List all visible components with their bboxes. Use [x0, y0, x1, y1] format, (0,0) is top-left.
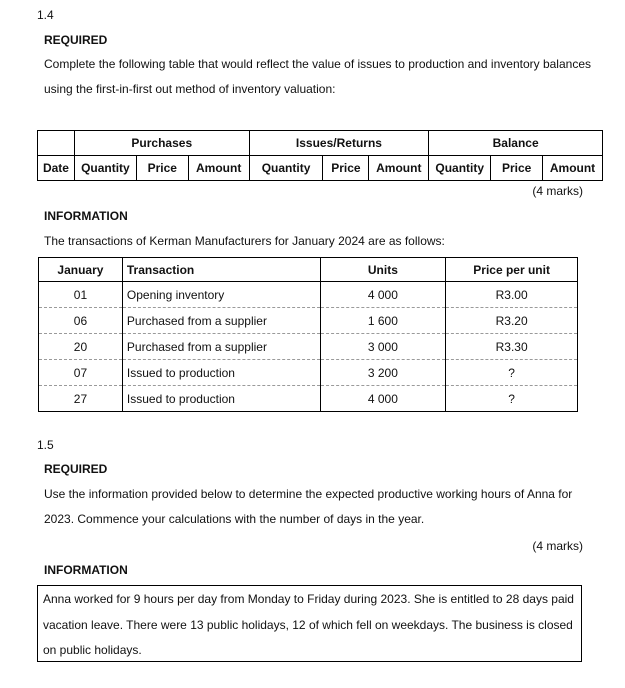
info-line: vacation leave. There were 13 public holidays, 12 of which fell on weekdays. The business is closed [43, 617, 573, 632]
transactions-header-row [39, 258, 578, 282]
fifo-col-header: Quantity [249, 156, 323, 181]
fifo-col-header: Price [323, 156, 369, 181]
table-row [39, 308, 578, 334]
cell-day: 27 [39, 386, 123, 412]
marks-label: (4 marks) [532, 539, 583, 553]
cell-price: ? [446, 386, 578, 412]
info-line: Anna worked for 9 hours per day from Monday to Friday during 2023. She is entitled to 28 days paid [43, 592, 574, 606]
transactions-table [38, 257, 578, 412]
fifo-col-header: Date [38, 156, 75, 181]
required-heading: REQUIRED [44, 462, 108, 476]
information-box [37, 585, 582, 662]
marks-label: (4 marks) [532, 184, 583, 198]
table-row [39, 386, 578, 412]
cell-transaction: Purchased from a supplier [122, 308, 320, 334]
col-header-price: Price per unit [446, 258, 578, 282]
instruction-line: Complete the following table that would reflect the value of issues to production and inventory balances [44, 57, 591, 71]
information-heading: INFORMATION [44, 209, 128, 223]
fifo-col-header: Price [491, 156, 543, 181]
cell-price: R3.30 [446, 334, 578, 360]
table-row [39, 360, 578, 386]
cell-units: 3 000 [320, 334, 446, 360]
cell-transaction: Opening inventory [122, 282, 320, 308]
cell-price: R3.00 [446, 282, 578, 308]
fifo-col-header: Amount [188, 156, 249, 181]
cell-transaction: Purchased from a supplier [122, 334, 320, 360]
fifo-col-header: Price [136, 156, 188, 181]
info-intro: The transactions of Kerman Manufacturers for January 2024 are as follows: [44, 234, 445, 248]
information-heading: INFORMATION [44, 563, 128, 577]
cell-units: 4 000 [320, 386, 446, 412]
cell-units: 3 200 [320, 360, 446, 386]
table-row [39, 334, 578, 360]
col-header-transaction: Transaction [122, 258, 320, 282]
instruction-line: 2023. Commence your calculations with the number of days in the year. [44, 512, 425, 526]
fifo-group-issues: Issues/Returns [249, 131, 429, 156]
fifo-table [37, 130, 603, 181]
fifo-group-balance: Balance [429, 131, 603, 156]
col-header-january: January [39, 258, 123, 282]
fifo-group-header-row [38, 131, 603, 156]
cell-day: 07 [39, 360, 123, 386]
cell-day: 06 [39, 308, 123, 334]
cell-units: 4 000 [320, 282, 446, 308]
cell-transaction: Issued to production [122, 360, 320, 386]
col-header-units: Units [320, 258, 446, 282]
section-number: 1.5 [37, 438, 54, 452]
instruction-line: using the first-in-first out method of inventory valuation: [44, 82, 336, 96]
instruction-text [44, 52, 591, 102]
fifo-col-header: Amount [369, 156, 429, 181]
cell-price: R3.20 [446, 308, 578, 334]
cell-day: 01 [39, 282, 123, 308]
cell-transaction: Issued to production [122, 386, 320, 412]
fifo-column-header-row [38, 156, 603, 181]
instruction-text [44, 482, 572, 532]
fifo-col-header: Quantity [74, 156, 136, 181]
cell-price: ? [446, 360, 578, 386]
required-heading: REQUIRED [44, 33, 108, 47]
instruction-line: Use the information provided below to determine the expected productive working hours of Anna for [44, 487, 573, 501]
table-row [39, 282, 578, 308]
info-line: on public holidays. [43, 643, 142, 657]
cell-units: 1 600 [320, 308, 446, 334]
section-number: 1.4 [37, 8, 54, 22]
fifo-col-header: Quantity [429, 156, 491, 181]
fifo-blank-cell [38, 131, 75, 156]
fifo-group-purchases: Purchases [74, 131, 249, 156]
cell-day: 20 [39, 334, 123, 360]
fifo-col-header: Amount [543, 156, 603, 181]
